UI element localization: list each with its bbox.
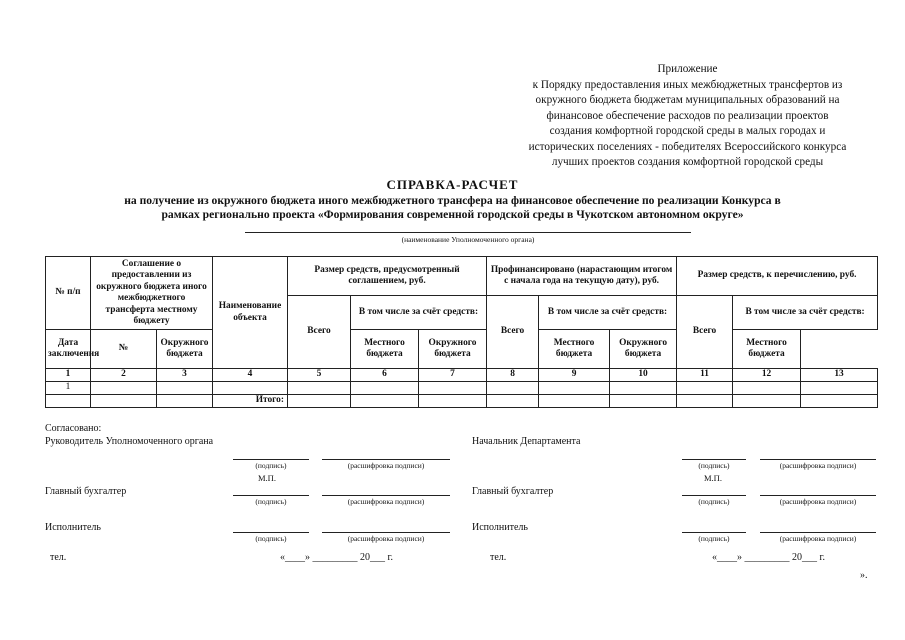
header-incl: В том числе за счёт средств: bbox=[733, 296, 878, 330]
document-title: СПРАВКА-РАСЧЕТ bbox=[386, 177, 519, 192]
col-number: 4 bbox=[213, 369, 288, 382]
signature-line bbox=[682, 459, 746, 460]
header-incl: В том числе за счёт средств: bbox=[539, 296, 677, 330]
seal-label: М.П. bbox=[258, 473, 276, 483]
header-okr: Окружного бюджета bbox=[610, 330, 677, 369]
head-authority-label: Руководитель Уполномоченного органа bbox=[45, 436, 214, 447]
appendix-line: финансовое обеспечение расходов по реализации проектов bbox=[546, 109, 829, 122]
appendix-block bbox=[490, 62, 885, 171]
appendix-line: окружного бюджета бюджетам муниципальных образований на bbox=[535, 94, 840, 106]
sign-hint: (подпись) bbox=[255, 497, 287, 506]
header-incl: В том числе за счёт средств: bbox=[351, 296, 487, 330]
header-okr: Окружного бюджета bbox=[419, 330, 487, 369]
col-number: 1 bbox=[46, 369, 91, 382]
decode-hint: (расшифровка подписи) bbox=[347, 497, 425, 506]
sign-hint: (подпись) bbox=[255, 534, 287, 543]
col-number: 2 bbox=[91, 369, 157, 382]
org-name-hint: (наименование Уполномоченного органа) bbox=[401, 235, 535, 244]
header-transfer: Размер средств, к перечислению, руб. bbox=[677, 257, 878, 296]
column-number-row bbox=[46, 369, 878, 382]
col-number: 6 bbox=[351, 369, 419, 382]
header-agr-no: № bbox=[91, 330, 157, 369]
col-number: 7 bbox=[419, 369, 487, 382]
header-mest: Местного бюджета bbox=[733, 330, 801, 369]
signature-line bbox=[233, 459, 309, 460]
signature-line bbox=[682, 495, 746, 496]
decode-hint: (расшифровка подписи) bbox=[347, 461, 425, 470]
executor-label: Исполнитель bbox=[45, 522, 101, 533]
signature-line bbox=[233, 532, 309, 533]
decode-hint: (расшифровка подписи) bbox=[779, 534, 857, 543]
total-label: Итого: bbox=[213, 394, 288, 407]
decode-hint: (расшифровка подписи) bbox=[779, 461, 857, 470]
sign-hint: (подпись) bbox=[698, 497, 730, 506]
col-number: 8 bbox=[487, 369, 539, 382]
header-size: Размер средств, предусмотренный соглашением, руб. bbox=[288, 257, 487, 296]
calculation-table bbox=[45, 256, 878, 408]
seal-label: М.П. bbox=[704, 473, 722, 483]
header-total: Всего bbox=[677, 296, 733, 369]
header-mest: Местного бюджета bbox=[539, 330, 610, 369]
header-num: № п/п bbox=[46, 257, 91, 330]
header-object: Наименование объекта bbox=[213, 257, 288, 369]
signature-line bbox=[322, 532, 450, 533]
signature-line bbox=[233, 495, 309, 496]
head-department-label: Начальник Департамента bbox=[472, 436, 581, 447]
sign-hint: (подпись) bbox=[698, 534, 730, 543]
chief-accountant-label: Главный бухгалтер bbox=[45, 486, 127, 497]
col-number: 5 bbox=[288, 369, 351, 382]
col-number: 3 bbox=[157, 369, 213, 382]
signature-line bbox=[322, 459, 450, 460]
decode-hint: (расшифровка подписи) bbox=[347, 534, 425, 543]
signature-line bbox=[682, 532, 746, 533]
agreed-label: Согласовано: bbox=[45, 423, 102, 434]
col-number: 12 bbox=[733, 369, 801, 382]
org-name-line bbox=[245, 232, 691, 233]
appendix-line: Приложение bbox=[657, 63, 718, 75]
signature-line bbox=[322, 495, 450, 496]
closing-quote: ». bbox=[860, 570, 868, 581]
header-okr: Окружного бюджета bbox=[157, 330, 213, 369]
header-agr-date: Дата заключения bbox=[46, 330, 91, 369]
row-number: 1 bbox=[46, 381, 91, 394]
phone-label: тел. bbox=[50, 552, 67, 563]
document-subtitle-line2: рамках регионально проекта «Формирования современной городской среды в Чукотском автономном округе» bbox=[161, 208, 744, 221]
header-total: Всего bbox=[288, 296, 351, 369]
chief-accountant-label: Главный бухгалтер bbox=[472, 486, 554, 497]
col-number: 10 bbox=[610, 369, 677, 382]
executor-label: Исполнитель bbox=[472, 522, 528, 533]
sign-hint: (подпись) bbox=[255, 461, 287, 470]
col-number: 11 bbox=[677, 369, 733, 382]
header-mest: Местного бюджета bbox=[351, 330, 419, 369]
appendix-line: создания комфортной городской среды в малых городах и bbox=[549, 125, 826, 137]
header-total: Всего bbox=[487, 296, 539, 369]
appendix-line: лучших проектов создания комфортной городской среды bbox=[551, 156, 824, 168]
total-row bbox=[46, 394, 878, 407]
decode-hint: (расшифровка подписи) bbox=[779, 497, 857, 506]
col-number: 13 bbox=[801, 369, 878, 382]
date-field: «____» _________ 20___ г. bbox=[280, 552, 393, 563]
header-agreement: Соглашение о предоставлении из окружного бюджета иного межбюджетного трансферта местному бюджету bbox=[91, 257, 213, 330]
sign-hint: (подпись) bbox=[698, 461, 730, 470]
signature-line bbox=[760, 459, 876, 460]
date-field: «____» _________ 20___ г. bbox=[712, 552, 825, 563]
col-number: 9 bbox=[539, 369, 610, 382]
appendix-line: к Порядку предоставления иных межбюджетных трансфертов из bbox=[532, 78, 843, 91]
table-row bbox=[46, 381, 878, 394]
signature-line bbox=[760, 532, 876, 533]
signature-line bbox=[760, 495, 876, 496]
appendix-line: исторических поселениях - победителях Всероссийского конкурса bbox=[528, 140, 847, 153]
header-prefinanced: Профинансировано (нарастающим итогом с начала года на текущую дату), руб. bbox=[487, 257, 677, 296]
document-subtitle-line1: на получение из окружного бюджета иного межбюджетного трансфера на финансовое обеспечение по реализации Конкурса в bbox=[124, 194, 781, 207]
phone-label: тел. bbox=[490, 552, 507, 563]
